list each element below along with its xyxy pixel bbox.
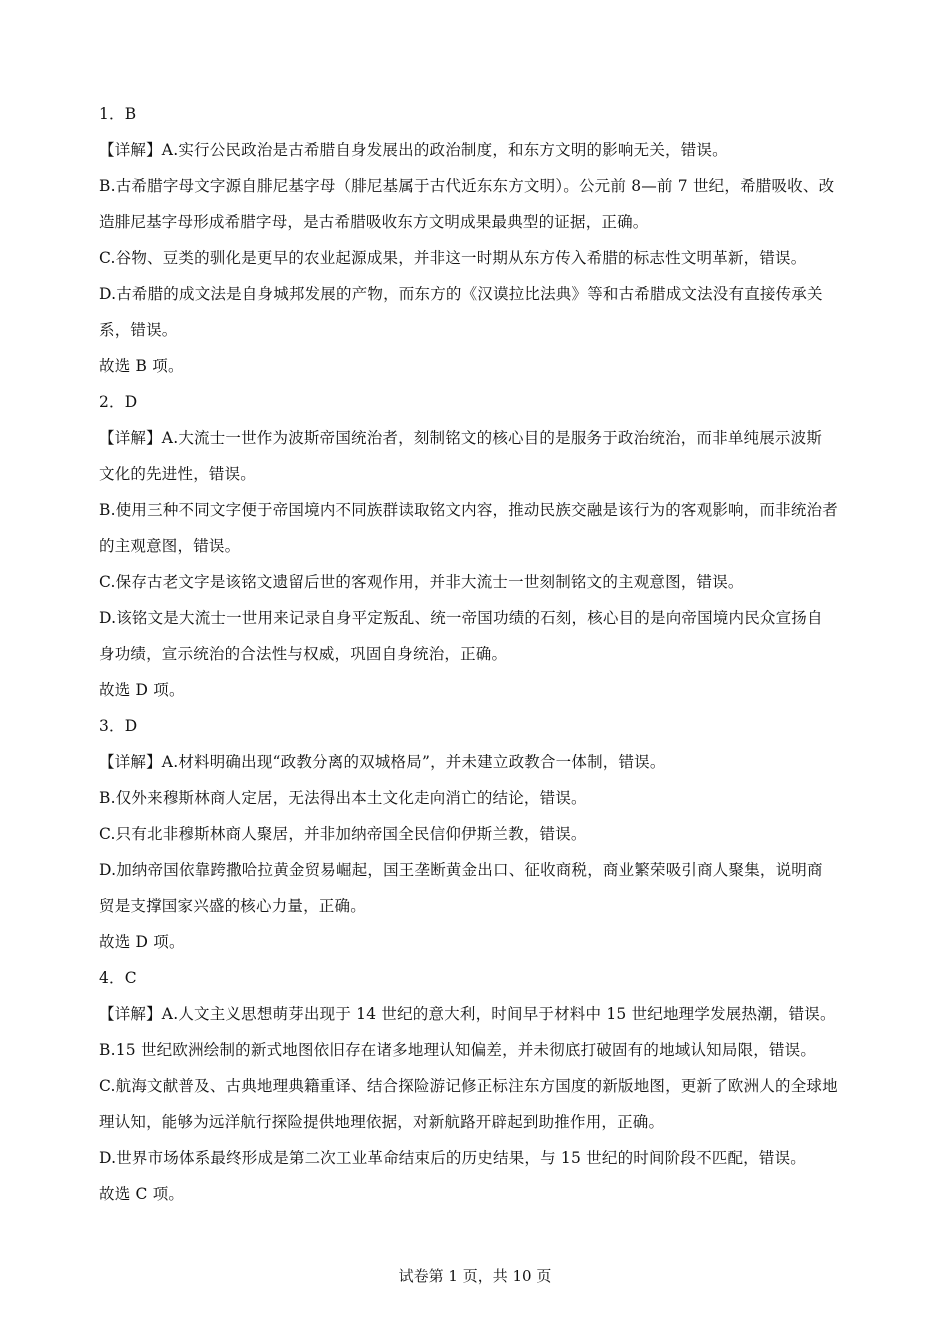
explanation-line: B.使用三种不同文字便于帝国境内不同族群读取铭文内容，推动民族交融是该行为的客观影响，而非统治者	[99, 501, 838, 519]
answer-choice-line: 故选 C 项。	[99, 1185, 185, 1203]
explanation-line: 身功绩，宣示统治的合法性与权威，巩固自身统治，正确。	[99, 645, 508, 663]
explanation-line: D.世界市场体系最终形成是第二次工业革命结束后的历史结果，与 15 世纪的时间阶段不匹配，错误。	[99, 1149, 806, 1167]
explanation-line: C.保存古老文字是该铭文遗留后世的客观作用，并非大流士一世刻制铭文的主观意图，错误。	[99, 573, 744, 591]
explanation-line: 【详解】A.实行公民政治是古希腊自身发展出的政治制度，和东方文明的影响无关，错误。	[99, 141, 728, 159]
explanation-line: 文化的先进性，错误。	[99, 465, 257, 483]
explanation-line: B.古希腊字母文字源自腓尼基字母（腓尼基属于古代近东东方文明）。公元前 8—前 7 世纪，希腊吸收、改	[99, 177, 835, 195]
explanation-line: D.加纳帝国依靠跨撒哈拉黄金贸易崛起，国王垄断黄金出口、征收商税，商业繁荣吸引商人聚集，说明商	[99, 861, 823, 879]
answer-choice-line: 故选 D 项。	[99, 681, 185, 699]
question-number: 4．C	[99, 969, 137, 987]
explanation-line: 理认知，能够为远洋航行探险提供地理依据，对新航路开辟起到助推作用，正确。	[99, 1113, 665, 1131]
question-number: 1．B	[99, 105, 137, 123]
explanation-line: 【详解】A.人文主义思想萌芽出现于 14 世纪的意大利，时间早于材料中 15 世纪地理学发展热潮，错误。	[99, 1005, 836, 1023]
explanation-line: C.航海文献普及、古典地理典籍重译、结合探险游记修正标注东方国度的新版地图，更新了欧洲人的全球地	[99, 1077, 838, 1095]
question-number: 2．D	[99, 393, 138, 411]
question-block-1	[99, 96, 859, 384]
question-block-3	[99, 708, 859, 960]
explanation-line: 贸是支撑国家兴盛的核心力量，正确。	[99, 897, 366, 915]
explanation-line: D.该铭文是大流士一世用来记录自身平定叛乱、统一帝国功绩的石刻，核心目的是向帝国境内民众宣扬自	[99, 609, 823, 627]
explanation-line: 【详解】A.材料明确出现“政教分离的双城格局”，并未建立政教合一体制，错误。	[99, 753, 666, 771]
explanation-line: 【详解】A.大流士一世作为波斯帝国统治者，刻制铭文的核心目的是服务于政治统治，而非单纯展示波斯	[99, 429, 823, 447]
question-number: 3．D	[99, 717, 138, 735]
answer-content	[99, 96, 859, 1212]
explanation-line: C.谷物、豆类的驯化是更早的农业起源成果，并非这一时期从东方传入希腊的标志性文明革新，错误。	[99, 249, 807, 267]
explanation-line: 系，错误。	[99, 321, 178, 339]
explanation-line: 的主观意图，错误。	[99, 537, 241, 555]
question-block-4	[99, 960, 859, 1212]
question-block-2	[99, 384, 859, 708]
explanation-line: B.仅外来穆斯林商人定居，无法得出本土文化走向消亡的结论，错误。	[99, 789, 587, 807]
explanation-line: D.古希腊的成文法是自身城邦发展的产物，而东方的《汉谟拉比法典》等和古希腊成文法没有直接传承关	[99, 285, 823, 303]
page-footer: 试卷第 1 页，共 10 页	[398, 1267, 552, 1285]
explanation-line: 造腓尼基字母形成希腊字母，是古希腊吸收东方文明成果最典型的证据，正确。	[99, 213, 649, 231]
explanation-line: C.只有北非穆斯林商人聚居，并非加纳帝国全民信仰伊斯兰教，错误。	[99, 825, 587, 843]
answer-choice-line: 故选 B 项。	[99, 357, 184, 375]
answer-choice-line: 故选 D 项。	[99, 933, 185, 951]
explanation-line: B.15 世纪欧洲绘制的新式地图依旧存在诸多地理认知偏差，并未彻底打破固有的地域认知局限，错误。	[99, 1041, 817, 1059]
